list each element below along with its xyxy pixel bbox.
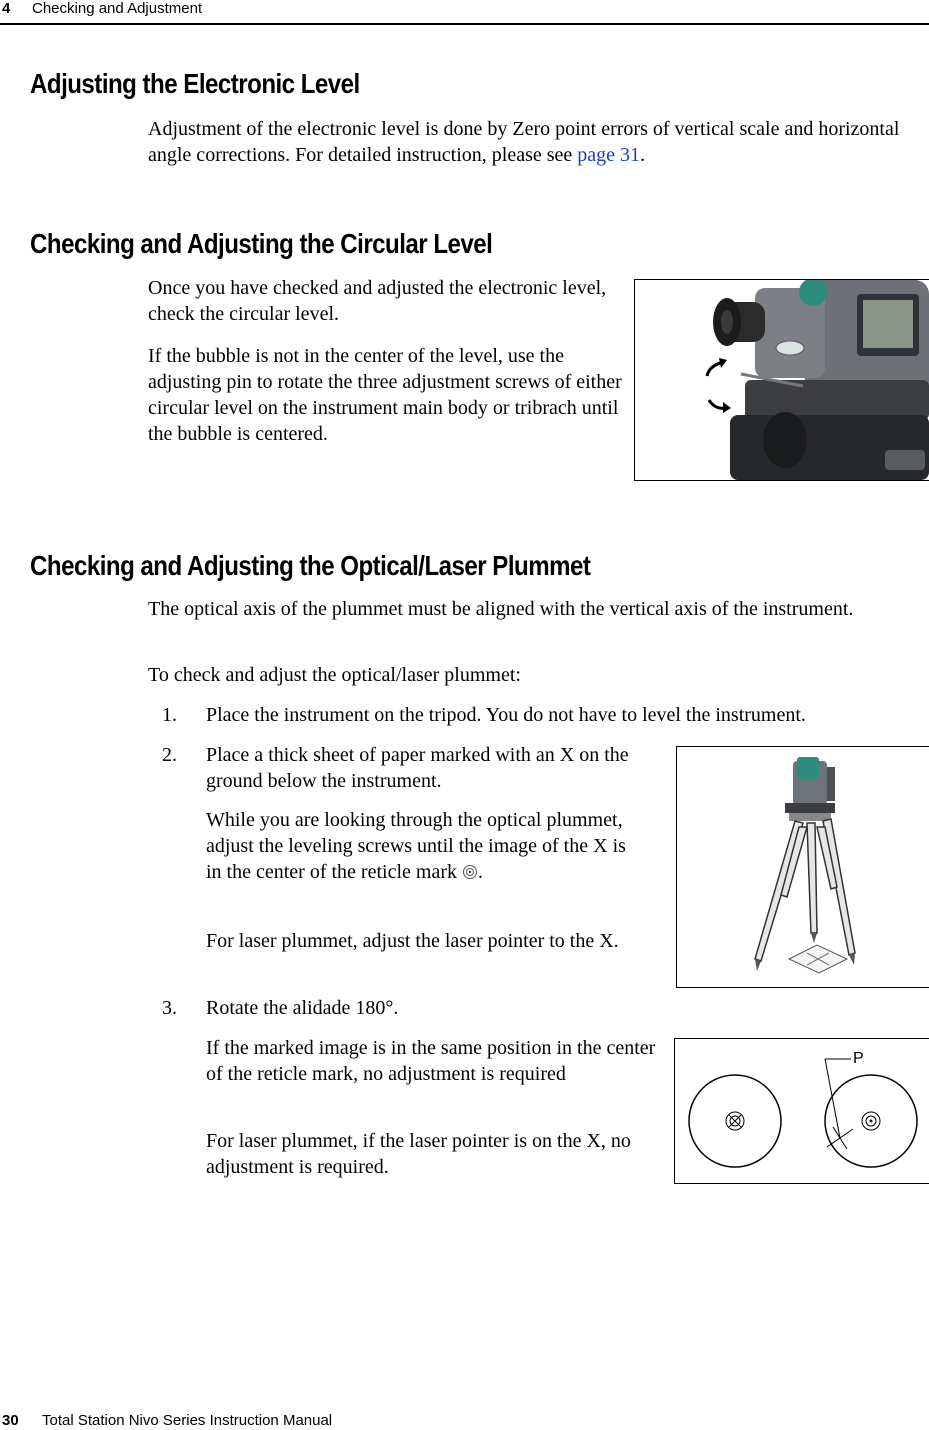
step-3-text: Rotate the alidade 180°. xyxy=(206,997,399,1019)
section-title-plummet: Checking and Adjusting the Optical/Laser Plummet xyxy=(30,550,591,581)
step-3-number: 3. xyxy=(162,997,177,1019)
circular-level-para2: If the bubble is not in the center of the level, use the adjusting pin to rotate the three adjustment screws of either circular level on the instrument main body or tribrach until the bubble is centered. xyxy=(148,345,622,445)
running-footer xyxy=(0,1412,332,1429)
manual-title: Total Station Nivo Series Instruction Manual xyxy=(42,1412,333,1429)
step-2-sub2: For laser plummet, adjust the laser pointer to the X. xyxy=(206,930,619,952)
step-2-number: 2. xyxy=(162,744,177,766)
running-header xyxy=(0,0,202,17)
step-2-sub1: While you are looking through the optical plummet, adjust the leveling screws until the image of the X is in the center of the reticle mark . xyxy=(206,809,626,883)
instrument-closeup-illustration xyxy=(635,280,929,480)
reticle-figure xyxy=(674,1038,929,1184)
step-1-text: Place the instrument on the tripod. You do not have to level the instrument. xyxy=(206,704,806,726)
section-title-electronic-level: Adjusting the Electronic Level xyxy=(30,68,360,99)
step-3-sub2: For laser plummet, if the laser pointer is on the X, no adjustment is required. xyxy=(206,1130,631,1178)
section-title-circular-level: Checking and Adjusting the Circular Level xyxy=(30,228,493,259)
header-rule xyxy=(0,23,929,25)
step-2-text: Place a thick sheet of paper marked with an X on the ground below the instrument. xyxy=(206,744,629,792)
chapter-title: Checking and Adjustment xyxy=(32,0,203,17)
circular-level-para1: Once you have checked and adjusted the electronic level, check the circular level. xyxy=(148,277,607,325)
page-number: 30 xyxy=(2,1412,19,1429)
page-31-link[interactable]: page 31 xyxy=(577,144,641,166)
chapter-number: 4 xyxy=(2,0,11,17)
circular-level-photo xyxy=(634,279,929,481)
plummet-lead: To check and adjust the optical/laser plummet: xyxy=(148,664,521,686)
reticle-mark-icon xyxy=(462,864,478,880)
step-3-sub1: If the marked image is in the same position in the center of the reticle mark, no adjustment is required xyxy=(206,1037,656,1085)
tripod-illustration xyxy=(677,747,929,987)
tripod-figure xyxy=(676,746,929,988)
step-1-number: 1. xyxy=(162,704,177,726)
figure-label-p: P xyxy=(853,1050,864,1067)
plummet-intro: The optical axis of the plummet must be aligned with the vertical axis of the instrument. xyxy=(148,598,854,620)
electronic-level-body: Adjustment of the electronic level is done by Zero point errors of vertical scale and horizontal angle corrections. For detailed instruction, please see page 31. xyxy=(148,118,900,166)
reticle-diagram xyxy=(675,1039,929,1183)
